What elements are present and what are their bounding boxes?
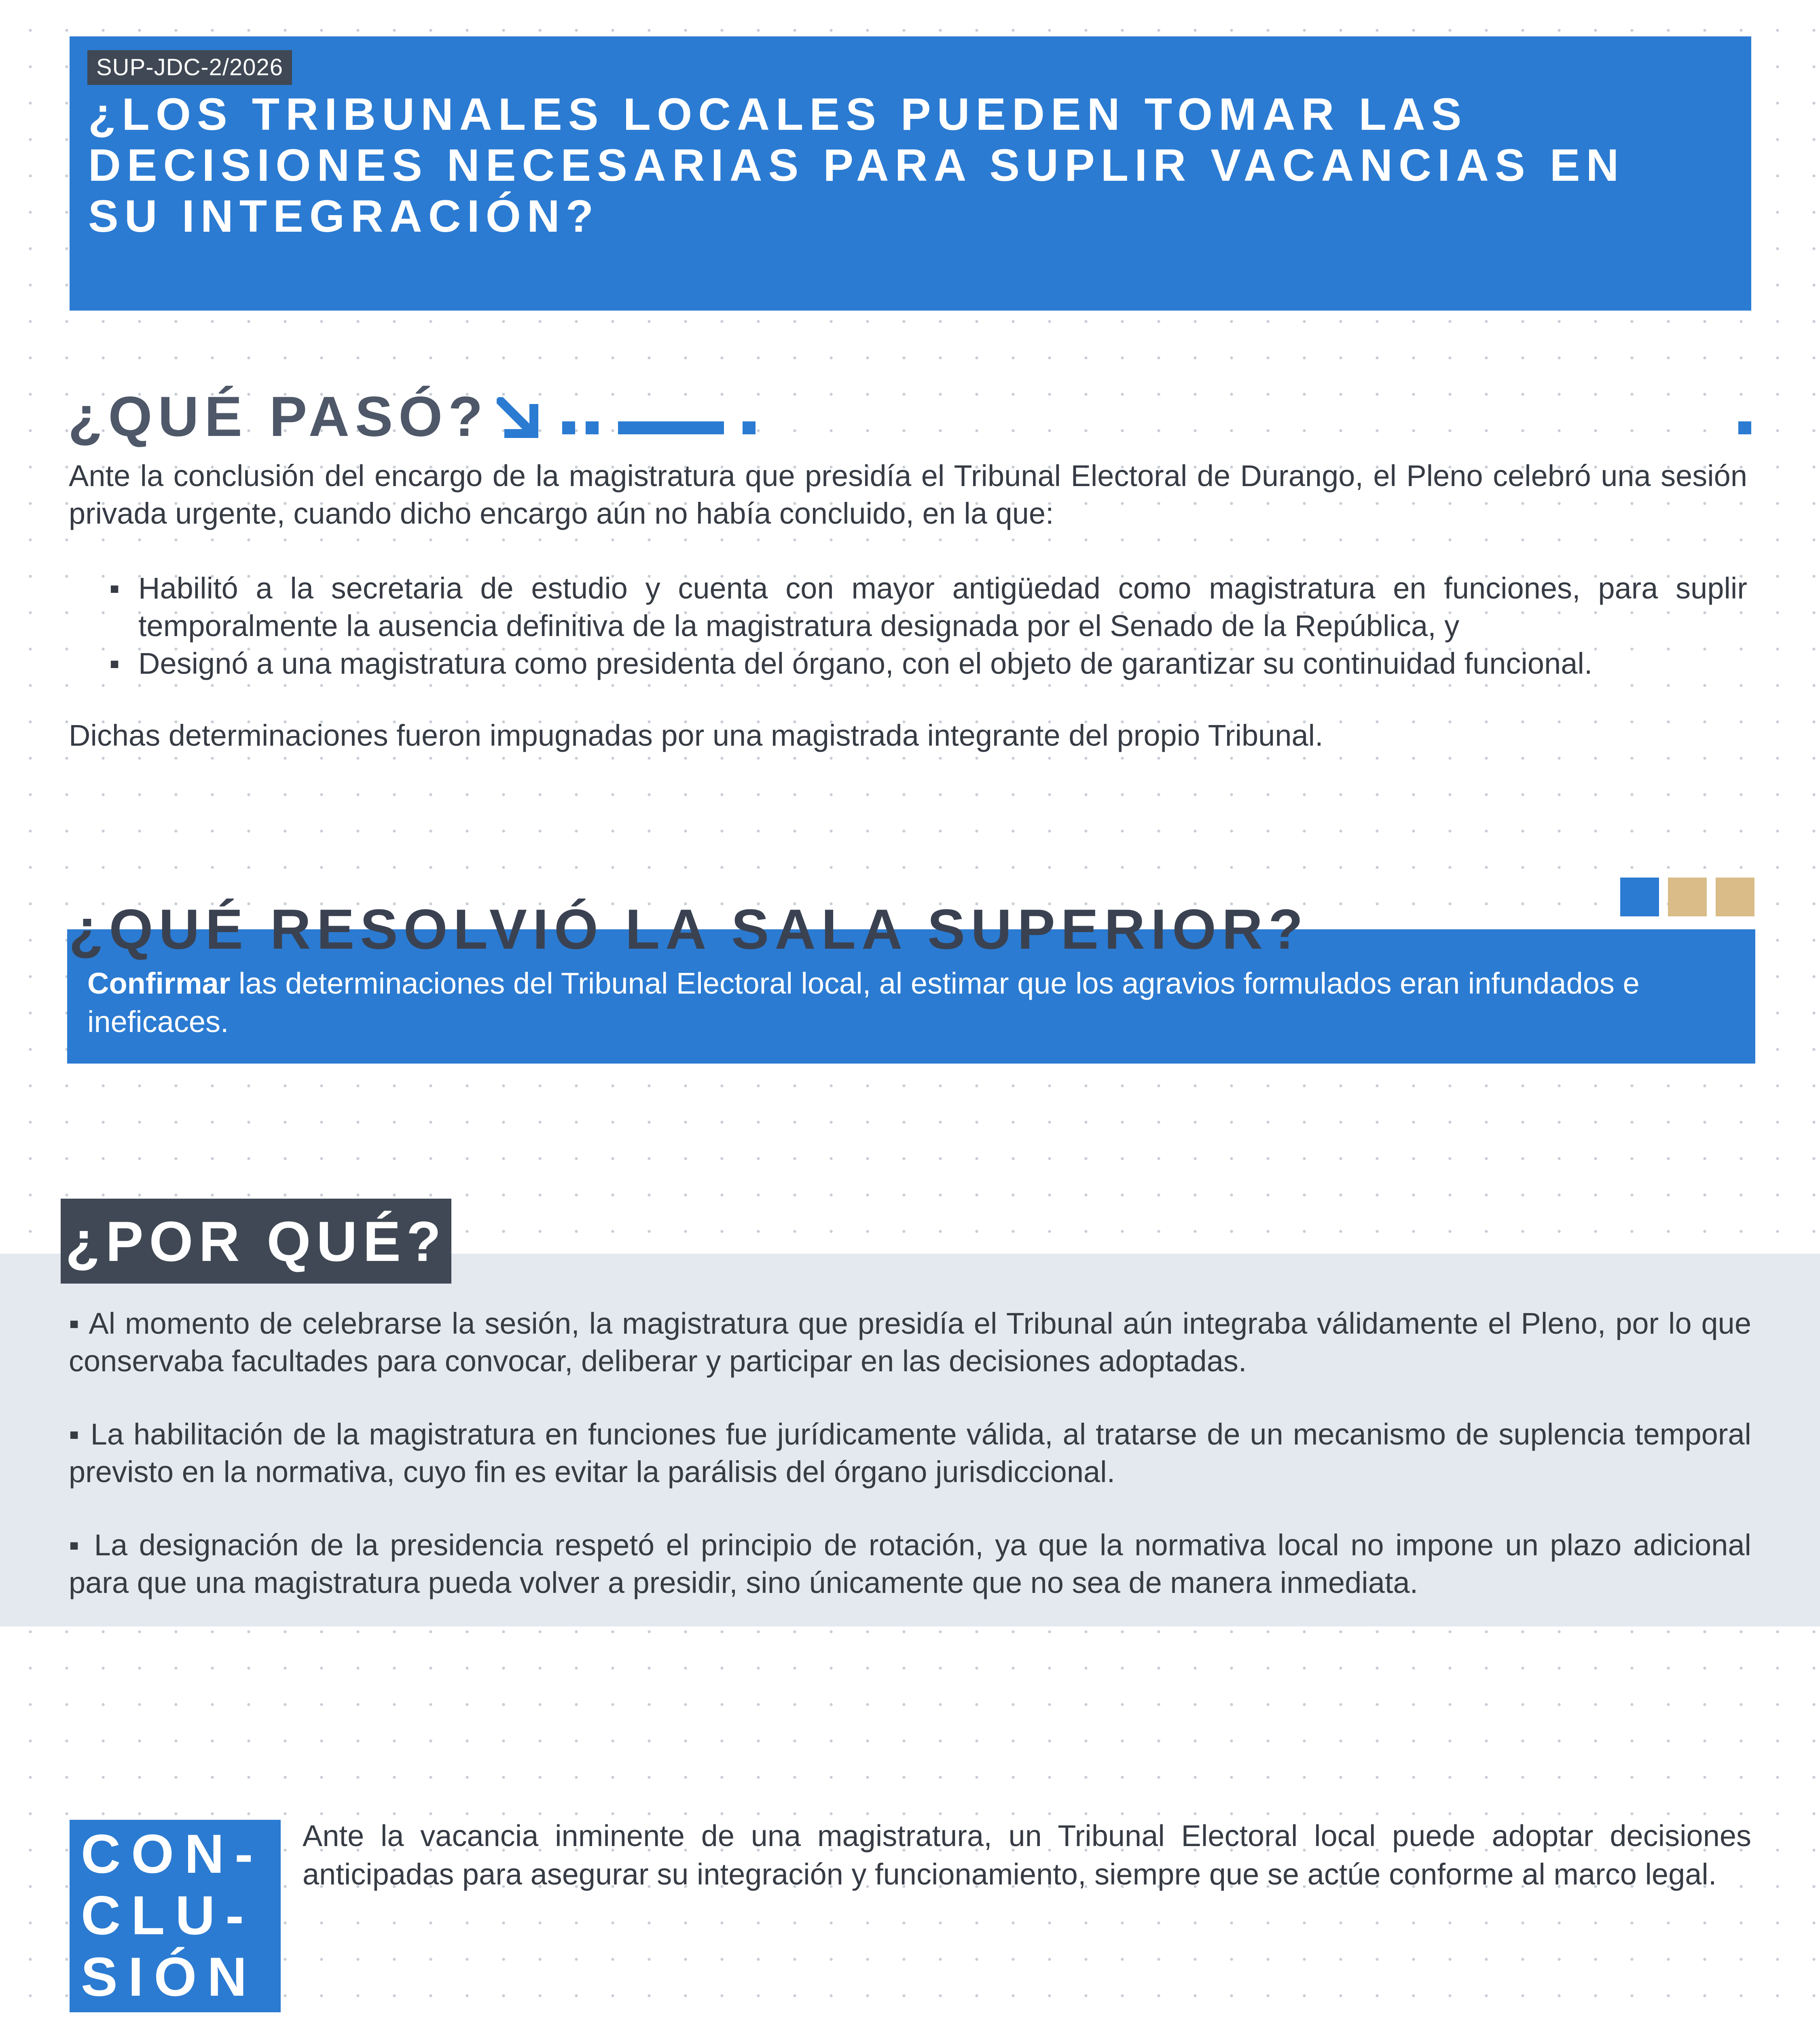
arrow-down-right-icon <box>497 397 544 439</box>
que-paso-closing: Dichas determinaciones fueron impugnadas por una magistrada integrante del propio Tribunal. <box>69 719 1323 752</box>
conclusion-label-box <box>70 1820 281 2012</box>
decorative-dot <box>743 421 756 434</box>
bullet-text: Habilitó a la secretaria de estudio y cuenta con mayor antigüedad como magistratura en funciones, para suplir temporalmente la ausencia definitiva de la magistratura designada por el Senado de la República, y <box>138 571 1747 643</box>
conclusion-label-line: CON- <box>81 1823 264 1885</box>
resolution-lead: Confirmar <box>87 967 231 1000</box>
case-number-badge: SUP-JDC-2/2026 <box>87 50 292 85</box>
section-heading-por-que: ¿POR QUÉ? <box>65 1210 447 1273</box>
conclusion-label <box>81 1823 279 2007</box>
conclusion-label-line: CLU- <box>81 1885 254 1946</box>
reason-item: ▪ Al momento de celebrarse la sesión, la magistratura que presidía el Tribunal aún integraba válidamente el Pleno, por lo que conservaba facultades para convocar, deliberar y participar en las decisiones adoptadas. <box>69 1307 1751 1378</box>
decorative-square-tan <box>1716 878 1754 916</box>
decorative-dash <box>618 421 724 434</box>
list-item <box>101 569 1747 645</box>
bullet-marker: ▪ <box>109 647 120 680</box>
bullet-marker: ▪ <box>109 571 120 605</box>
decorative-dot <box>1738 421 1751 434</box>
header-banner <box>70 36 1751 311</box>
page-title: ¿LOS TRIBUNALES LOCALES PUEDEN TOMAR LAS DECISIONES NECESARIAS PARA SUPLIR VACANCIAS EN SU INTEGRACIÓN? <box>88 89 1625 241</box>
reason-item: ▪ La habilitación de la magistratura en funciones fue jurídicamente válida, al tratarse de un mecanismo de suplencia temporal previsto en la normativa, cuyo fin es evitar la parálisis del órgano jurisdiccional. <box>69 1417 1751 1489</box>
section-heading-que-paso: ¿QUÉ PASÓ? <box>68 385 489 448</box>
que-paso-intro: Ante la conclusión del encargo de la magistratura que presidía el Tribunal Electoral de Durango, el Pleno celebró una sesión privada urgente, cuando dicho encargo aún no había concluido, en la que: <box>69 459 1747 530</box>
conclusion-text: Ante la vacancia inminente de una magistratura, un Tribunal Electoral local puede adoptar decisiones anticipadas para asegurar su integración y funcionamiento, siempre que se actúe conforme al marco legal. <box>303 1819 1751 1891</box>
decorative-dot <box>562 421 575 434</box>
list-item <box>101 645 1747 682</box>
section-heading-que-resolvio: ¿QUÉ RESOLVIÓ LA SALA SUPERIOR? <box>69 897 1309 961</box>
que-paso-bullet-list <box>101 569 1747 682</box>
bullet-text: Designó a una magistratura como presidenta del órgano, con el objeto de garantizar su continuidad funcional. <box>138 647 1593 680</box>
conclusion-label-line: SIÓN <box>81 1946 258 2007</box>
resolution-text <box>87 964 1742 1041</box>
resolution-body: las determinaciones del Tribunal Electoral local, al estimar que los agravios formulados eran infundados e ineficaces. <box>87 967 1640 1038</box>
reason-item: ▪ La designación de la presidencia respetó el principio de rotación, ya que la normativa local no impone un plazo adicional para que una magistratura pueda volver a presidir, sino únicamente que no sea de manera inmediata. <box>69 1528 1751 1599</box>
decorative-square-tan <box>1668 878 1707 916</box>
decorative-square-blue <box>1620 878 1659 916</box>
decorative-dot <box>586 421 599 434</box>
